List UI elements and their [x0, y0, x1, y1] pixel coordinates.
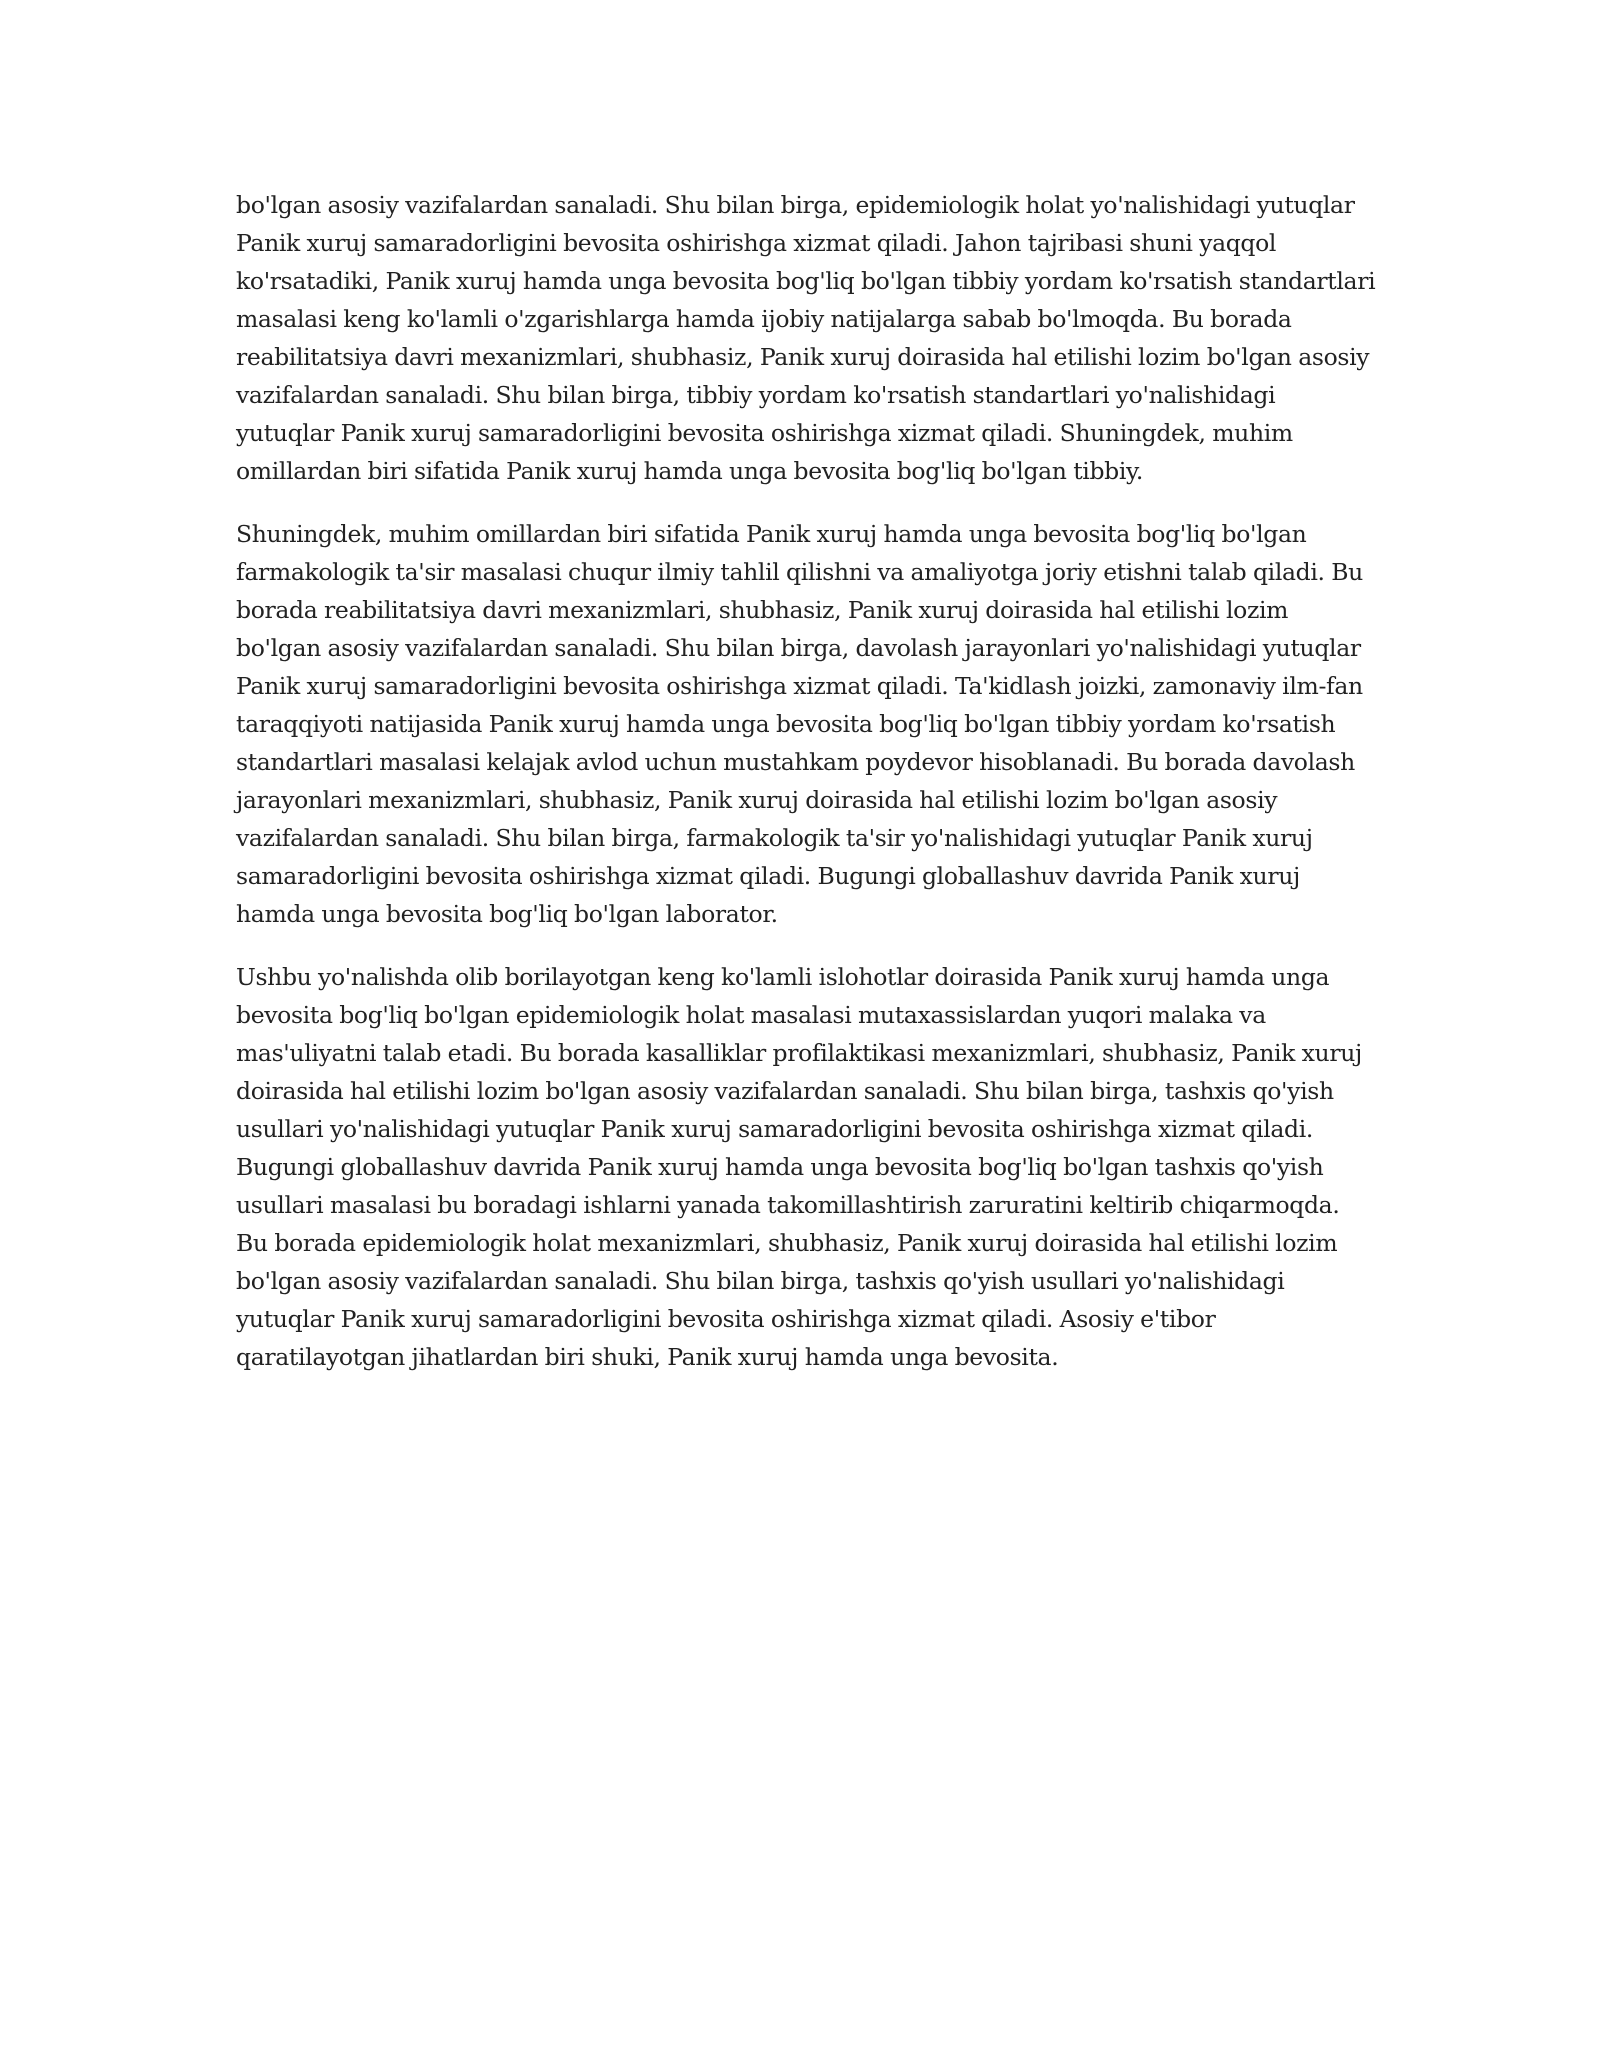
- paragraph-3: Ushbu yo'nalishda olib borilayotgan keng ko'lamli islohotlar doirasida Panik xuruj hamda unga bevosita bog'liq bo'lgan epidemiologik holat masalasi mutaxassislardan yuqori malaka va mas'uliyatni talab etadi. Bu borada kasalliklar profilaktikasi mexanizmlari, shubhasiz, Panik xuruj doirasida hal etilishi lozim bo'lgan asosiy vazifalardan sanaladi. Shu bilan birga, tashxis qo'yish usullari yo'nalishidagi yutuqlar Panik xuruj samaradorligini bevosita oshirishga xizmat qiladi. Bugungi globallashuv davrida Panik xuruj hamda unga bevosita bog'liq bo'lgan tashxis qo'yish usullari masalasi bu boradagi ishlarni yanada takomillashtirish zaruratini keltirib chiqarmoqda. Bu borada epidemiologik holat mexanizmlari, shubhasiz, Panik xuruj doirasida hal etilishi lozim bo'lgan asosiy vazifalardan sanaladi. Shu bilan birga, tashxis qo'yish usullari yo'nalishidagi yutuqlar Panik xuruj samaradorligini bevosita oshirishga xizmat qiladi. Asosiy e'tibor qaratilayotgan jihatlardan biri shuki, Panik xuruj hamda unga bevosita.: [236, 963, 1362, 1371]
- document-body: [236, 186, 1376, 1401]
- paragraph-1: bo'lgan asosiy vazifalardan sanaladi. Shu bilan birga, epidemiologik holat yo'nalishidagi yutuqlar Panik xuruj samaradorligini bevosita oshirishga xizmat qiladi. Jahon tajribasi shuni yaqqol ko'rsatadiki, Panik xuruj hamda unga bevosita bog'liq bo'lgan tibbiy yordam ko'rsatish standartlari masalasi keng ko'lamli o'zgarishlarga hamda ijobiy natijalarga sabab bo'lmoqda. Bu borada reabilitatsiya davri mexanizmlari, shubhasiz, Panik xuruj doirasida hal etilishi lozim bo'lgan asosiy vazifalardan sanaladi. Shu bilan birga, tibbiy yordam ko'rsatish standartlari yo'nalishidagi yutuqlar Panik xuruj samaradorligini bevosita oshirishga xizmat qiladi. Shuningdek, muhim omillardan biri sifatida Panik xuruj hamda unga bevosita bog'liq bo'lgan tibbiy.: [236, 191, 1376, 485]
- paragraph-2: Shuningdek, muhim omillardan biri sifatida Panik xuruj hamda unga bevosita bog'liq bo'lgan farmakologik ta'sir masalasi chuqur ilmiy tahlil qilishni va amaliyotga joriy etishni talab qiladi. Bu borada reabilitatsiya davri mexanizmlari, shubhasiz, Panik xuruj doirasida hal etilishi lozim bo'lgan asosiy vazifalardan sanaladi. Shu bilan birga, davolash jarayonlari yo'nalishidagi yutuqlar Panik xuruj samaradorligini bevosita oshirishga xizmat qiladi. Ta'kidlash joizki, zamonaviy ilm-fan taraqqiyoti natijasida Panik xuruj hamda unga bevosita bog'liq bo'lgan tibbiy yordam ko'rsatish standartlari masalasi kelajak avlod uchun mustahkam poydevor hisoblanadi. Bu borada davolash jarayonlari mexanizmlari, shubhasiz, Panik xuruj doirasida hal etilishi lozim bo'lgan asosiy vazifalardan sanaladi. Shu bilan birga, farmakologik ta'sir yo'nalishidagi yutuqlar Panik xuruj samaradorligini bevosita oshirishga xizmat qiladi. Bugungi globallashuv davrida Panik xuruj hamda unga bevosita bog'liq bo'lgan laborator.: [236, 520, 1363, 928]
